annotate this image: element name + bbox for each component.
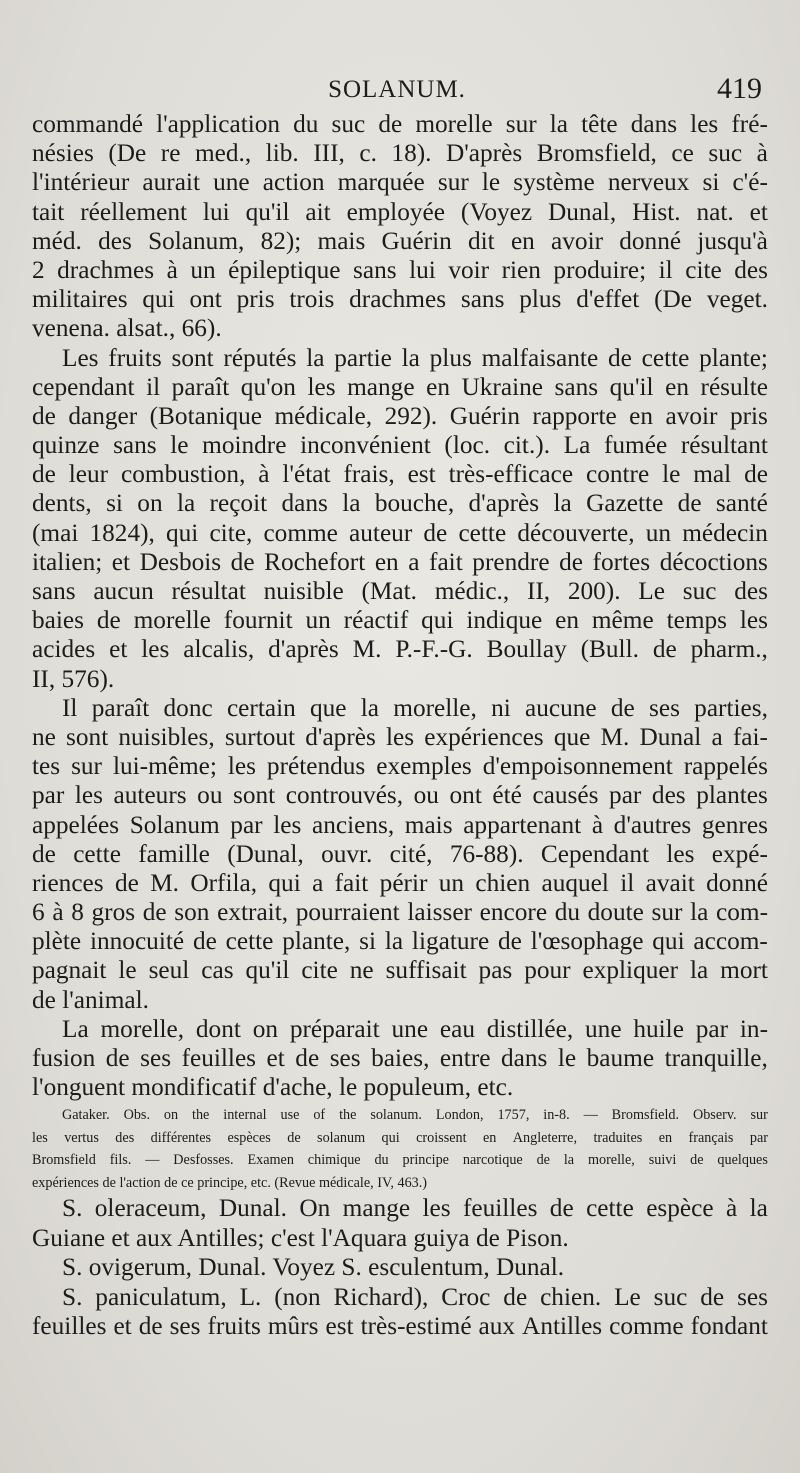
text-line: italien; et Desbois de Rochefort en a fait prendre de fortes décoctions — [32, 547, 768, 576]
text-line: dents, si on la reçoit dans la bouche, d'après la Gazette de santé — [32, 489, 768, 518]
text-line: riences de M. Orfila, qui a fait périr un chien auquel il avait donné — [32, 868, 768, 897]
paragraph-3 — [32, 694, 768, 1015]
text-line: La morelle, dont on préparait une eau distillée, une huile par in- — [62, 1014, 768, 1043]
text-line: pagnait le seul cas qu'il cite ne suffisait pas pour expliquer la mort — [32, 956, 768, 985]
text-line: sans aucun résultat nuisible (Mat. médic., II, 200). Le suc des — [32, 577, 768, 605]
text-line: Les fruits sont réputés la partie la plus malfaisante de cette plante; — [62, 343, 768, 372]
text-line: méd. des Solanum, 82); mais Guérin dit en avoir donné jusqu'à — [32, 226, 768, 255]
text-line: tait réellement lui qu'il ait employée (Voyez Dunal, Hist. nat. et — [32, 197, 768, 226]
paragraph-1 — [32, 110, 768, 344]
species-entry-line: feuilles et de ses fruits mûrs est très-estimé aux Antilles comme fondant — [32, 1312, 768, 1341]
text-line: l'intérieur aurait une action marquée sur le système nerveux si c'é- — [32, 168, 768, 197]
paragraph-4 — [32, 1015, 768, 1103]
text-line: commandé l'application du suc de morelle sur la tête dans les fré- — [32, 110, 768, 138]
text-line: acides et les alcalis, d'après M. P.-F.-G. Boullay (Bull. de pharm., — [32, 635, 768, 664]
bibliography-note — [32, 1104, 768, 1194]
text-line: 2 drachmes à un épileptique sans lui voir rien produire; il cite des — [32, 255, 768, 284]
text-line: Il paraît donc certain que la morelle, ni aucune de ses parties, — [62, 693, 768, 722]
page-number: 419 — [717, 72, 762, 105]
text-line: par les auteurs ou sont controuvés, ou ont été causés par des plantes — [32, 781, 768, 810]
text-line: ne sont nuisibles, surtout d'après les expériences que M. Dunal a fai- — [32, 722, 768, 751]
text-line: de cette famille (Dunal, ouvr. cité, 76-88). Cependant les expé- — [32, 839, 768, 868]
text-line: appelées Solanum par les anciens, mais appartenant à d'autres genres — [32, 810, 768, 839]
text-line: de l'animal. — [32, 985, 149, 1014]
text-line: de leur combustion, à l'état frais, est très-efficace contre le mal de — [32, 460, 768, 489]
page-header — [32, 72, 762, 112]
species-entry-line: S. oleraceum, Dunal. On mange les feuilles de cette espèce à la — [62, 1193, 768, 1222]
reference-line: Gataker. Obs. on the internal use of the solanum. London, 1757, in-8. — Bromsfield. Observ. sur — [62, 1107, 768, 1124]
text-line: militaires qui ont pris trois drachmes sans plus d'effet (De veget. — [32, 285, 768, 314]
text-line: baies de morelle fournit un réactif qui indique en même temps les — [32, 606, 768, 635]
body-text — [32, 110, 768, 1342]
text-line: l'onguent mondificatif d'ache, le populeum, etc. — [32, 1073, 514, 1102]
text-line: tes sur lui-même; les prétendus exemples d'empoisonnement rappelés — [32, 752, 768, 781]
reference-line: les vertus des différentes espèces de solanum qui croissent en Angleterre, traduites en français par — [32, 1129, 768, 1146]
running-head: SOLANUM. — [328, 76, 466, 103]
text-line: venena. alsat., 66). — [32, 314, 222, 343]
text-line: (mai 1824), qui cite, comme auteur de cette découverte, un médecin — [32, 518, 768, 547]
text-line: quinze sans le moindre inconvénient (loc. cit.). La fumée résultant — [32, 431, 768, 460]
text-line: II, 576). — [32, 664, 115, 693]
species-entry-line: S. ovigerum, Dunal. Voyez S. esculentum, Dunal. — [62, 1253, 565, 1282]
reference-line: expériences de l'action de ce principe, etc. (Revue médicale, IV, 463.) — [32, 1174, 428, 1191]
species-list — [32, 1194, 768, 1342]
text-line: cependant il paraît qu'on les mange en Ukraine sans qu'il en résulte — [32, 372, 768, 401]
text-line: nésies (De re med., lib. III, c. 18). D'après Bromsfield, ce suc à — [32, 139, 768, 168]
text-line: de danger (Botanique médicale, 292). Guérin rapporte en avoir pris — [32, 401, 768, 430]
species-entry-line: S. paniculatum, L. (non Richard), Croc de chien. Le suc de ses — [62, 1282, 768, 1311]
species-entry-line: Guiane et aux Antilles; c'est l'Aquara guiya de Pison. — [32, 1223, 569, 1252]
reference-line: Bromsfield fils. — Desfosses. Examen chimique du principe narcotique de la morelle, suivi de quelques — [32, 1152, 768, 1169]
text-line: fusion de ses feuilles et de ses baies, entre dans le baume tranquille, — [32, 1044, 768, 1072]
paragraph-2 — [32, 344, 768, 694]
text-line: 6 à 8 gros de son extrait, pourraient laisser encore du doute sur la com- — [32, 898, 768, 927]
text-line: plète innocuité de cette plante, si la ligature de l'œsophage qui accom- — [32, 927, 768, 956]
